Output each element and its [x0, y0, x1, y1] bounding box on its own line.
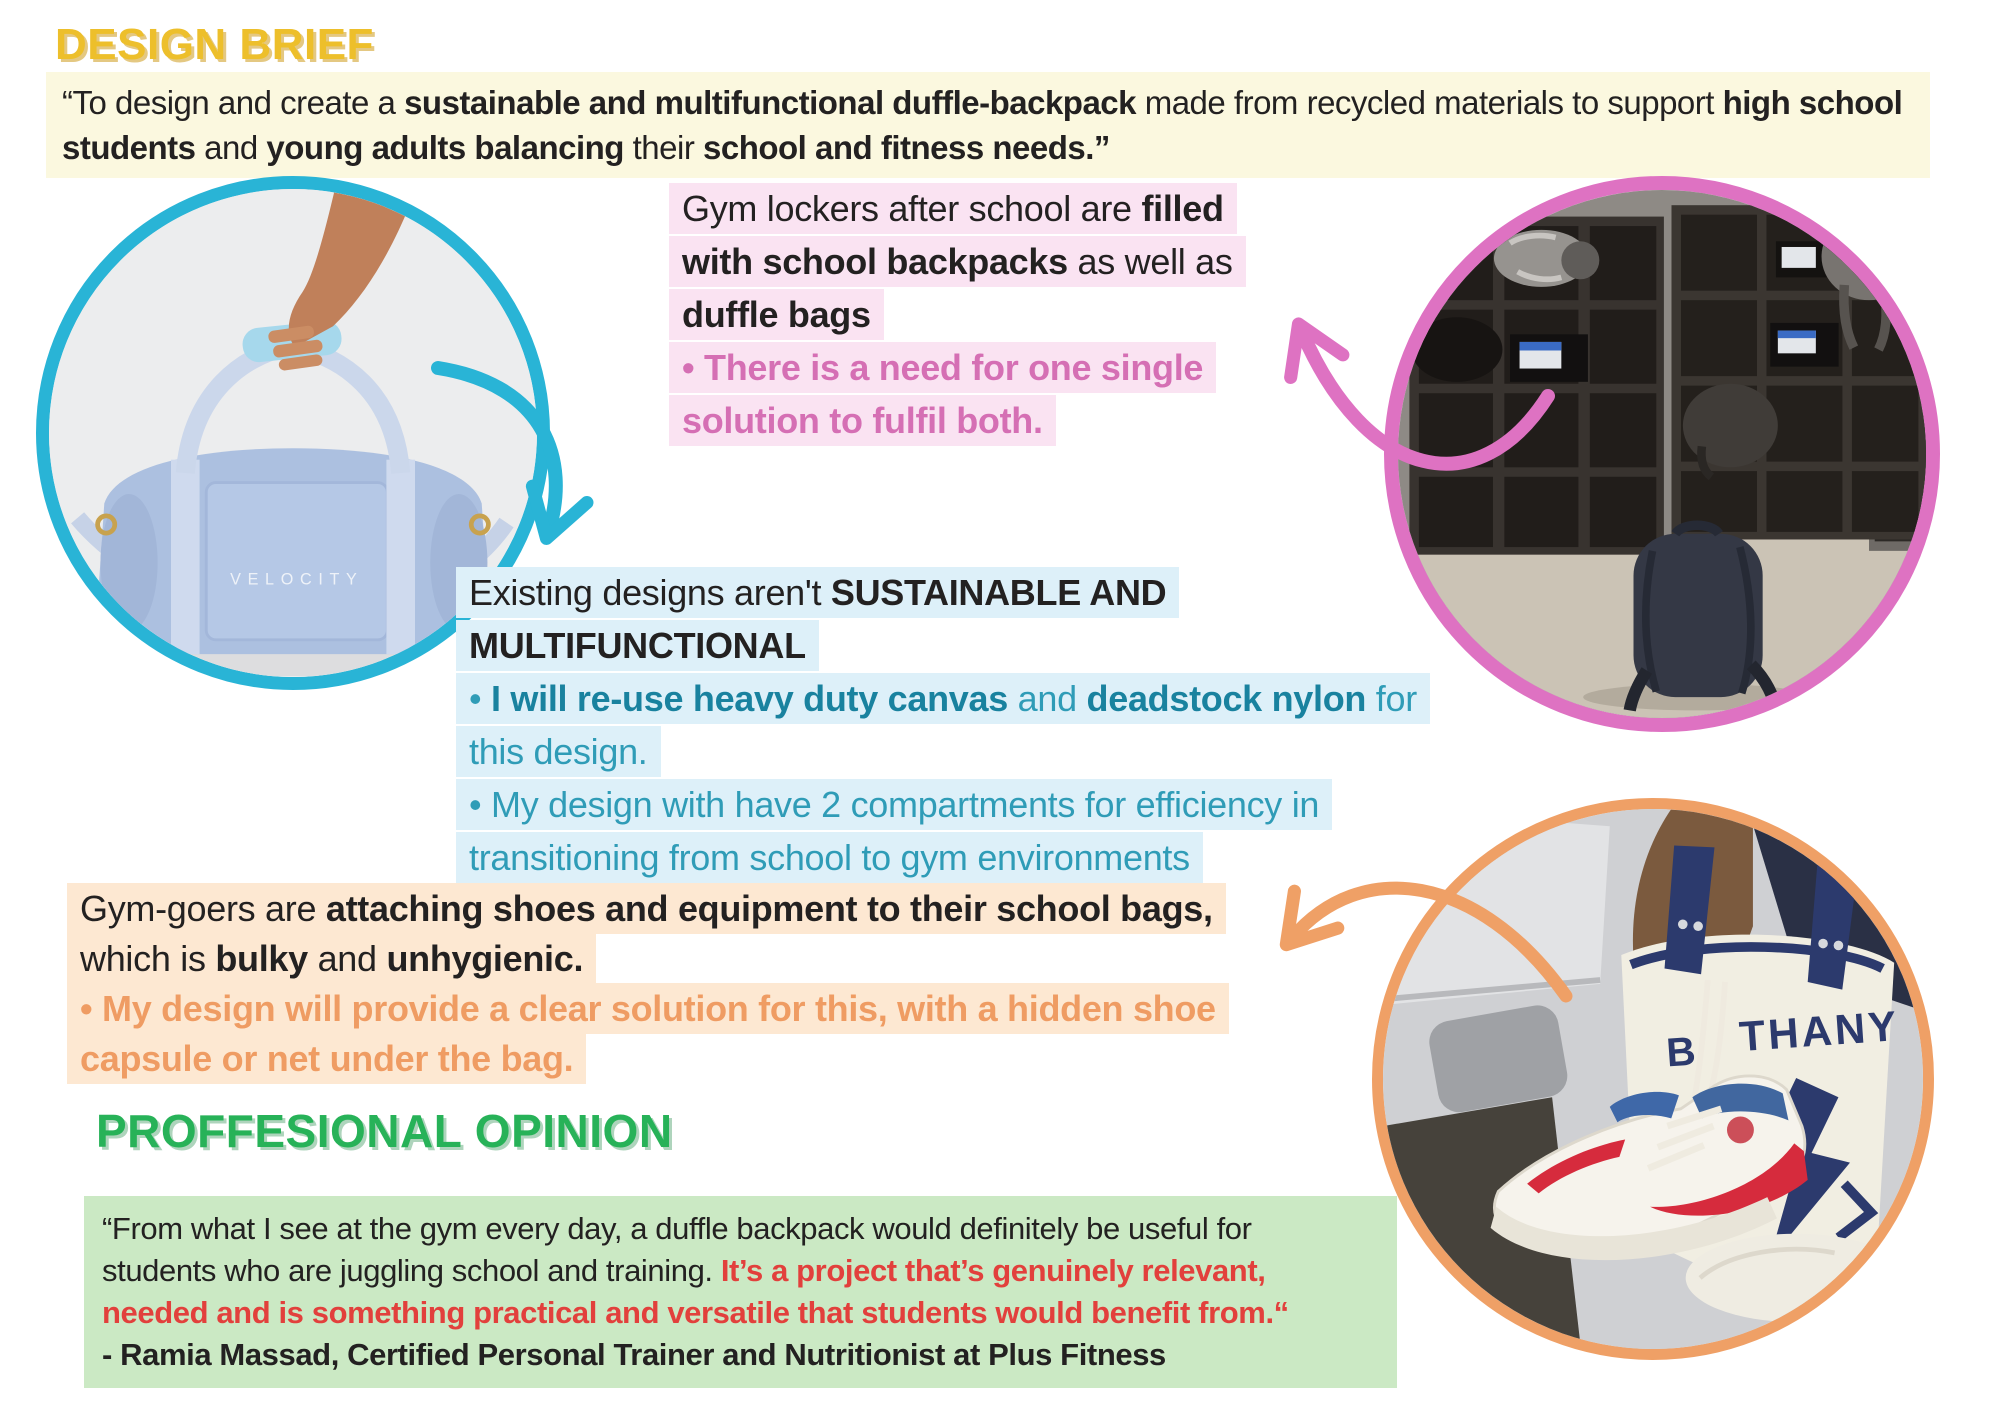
text-segment: Existing designs aren't [469, 572, 831, 613]
text-line [62, 84, 1902, 121]
text-segment: • There is a need for one single [682, 347, 1204, 388]
text-segment: high school [1722, 84, 1903, 121]
shoes-on-bag-photo [1372, 798, 1934, 1360]
text-segment: deadstock nylon [1086, 678, 1367, 719]
text-line [456, 726, 661, 777]
text-line [67, 933, 596, 984]
text-segment: made from recycled materials to support [1136, 84, 1723, 121]
gym-lockers-photo [1384, 176, 1940, 732]
professional-opinion-quote [84, 1196, 1397, 1388]
text-line [456, 620, 819, 671]
text-segment: “To design and create a [62, 84, 405, 121]
text-segment: needed and is something practical and versatile that students would benefit from.“ [102, 1295, 1289, 1330]
text-line [669, 183, 1237, 234]
text-segment: unhygienic. [386, 938, 584, 979]
text-line [102, 1337, 1166, 1372]
text-segment: duffle bags [682, 294, 871, 335]
page-title-design-brief: DESIGN BRIEF [55, 20, 374, 69]
text-line [456, 779, 1332, 830]
text-line [102, 1211, 1252, 1246]
text-segment: • My design will provide a clear solution for this, with a hidden shoe [80, 988, 1216, 1029]
text-segment: and [1007, 678, 1087, 719]
text-line [669, 289, 884, 340]
section-title-professional-opinion: PROFFESIONAL OPINION [96, 1105, 673, 1157]
text-segment: and [195, 129, 267, 166]
design-brief-quote [46, 72, 1930, 178]
existing-designs-note [456, 566, 1430, 884]
gym-lockers-illustration [1398, 190, 1926, 718]
text-segment: young adults balancing [266, 129, 624, 166]
text-line [67, 883, 1226, 934]
text-segment: students [62, 129, 196, 166]
text-segment: - Ramia Massad, Certified Personal Trainer and Nutritionist at Plus Fitness [102, 1337, 1166, 1372]
shoes-on-bag-illustration [1383, 809, 1923, 1349]
text-line [669, 236, 1246, 287]
text-segment: students who are juggling school and training. [102, 1253, 721, 1288]
text-segment: for [1366, 678, 1417, 719]
text-line [669, 342, 1216, 393]
text-segment: attaching shoes and equipment to their school bags, [325, 888, 1213, 929]
text-segment: “From what I see at the gym every day, a duffle backpack would definitely be useful for [102, 1211, 1252, 1246]
text-segment: and [307, 938, 387, 979]
text-segment: which is [80, 938, 216, 979]
text-segment: bulky [215, 938, 308, 979]
text-segment: this design. [469, 731, 648, 772]
text-segment: • [469, 678, 492, 719]
text-line [456, 832, 1203, 883]
text-segment: school and fitness needs.” [703, 129, 1110, 166]
text-segment: • My design with have 2 compartments for efficiency in [469, 784, 1320, 825]
text-line [102, 1295, 1289, 1330]
text-line [102, 1253, 1265, 1288]
text-line [67, 1033, 586, 1084]
shoes-attachment-note [67, 884, 1229, 1084]
text-segment: MULTIFUNCTIONAL [469, 625, 806, 666]
text-line [456, 567, 1179, 618]
text-segment: as well as [1067, 241, 1233, 282]
text-segment: Gym lockers after school are [682, 188, 1142, 229]
text-segment: SUSTAINABLE AND [830, 572, 1167, 613]
text-line [67, 983, 1229, 1034]
text-segment: filled [1141, 188, 1224, 229]
text-line [669, 395, 1056, 446]
text-segment: I will re-use heavy duty canvas [491, 678, 1008, 719]
text-segment: capsule or net under the bag. [80, 1038, 574, 1079]
bag-brand-text: VELOCITY [230, 570, 364, 589]
tote-word: THANY [1737, 1002, 1901, 1061]
text-segment: transitioning from school to gym environments [469, 837, 1190, 878]
text-segment: Gym-goers are [80, 888, 326, 929]
text-line [62, 129, 1110, 166]
text-segment: with school backpacks [682, 241, 1068, 282]
text-segment: their [623, 129, 703, 166]
locker-insight-note [669, 182, 1246, 447]
text-line [456, 673, 1430, 724]
text-segment: It’s a project that’s genuinely relevant, [720, 1253, 1266, 1288]
text-segment: sustainable and multifunctional duffle-backpack [404, 84, 1137, 121]
tote-letter: B [1664, 1027, 1698, 1076]
text-segment: solution to fulfil both. [682, 400, 1043, 441]
